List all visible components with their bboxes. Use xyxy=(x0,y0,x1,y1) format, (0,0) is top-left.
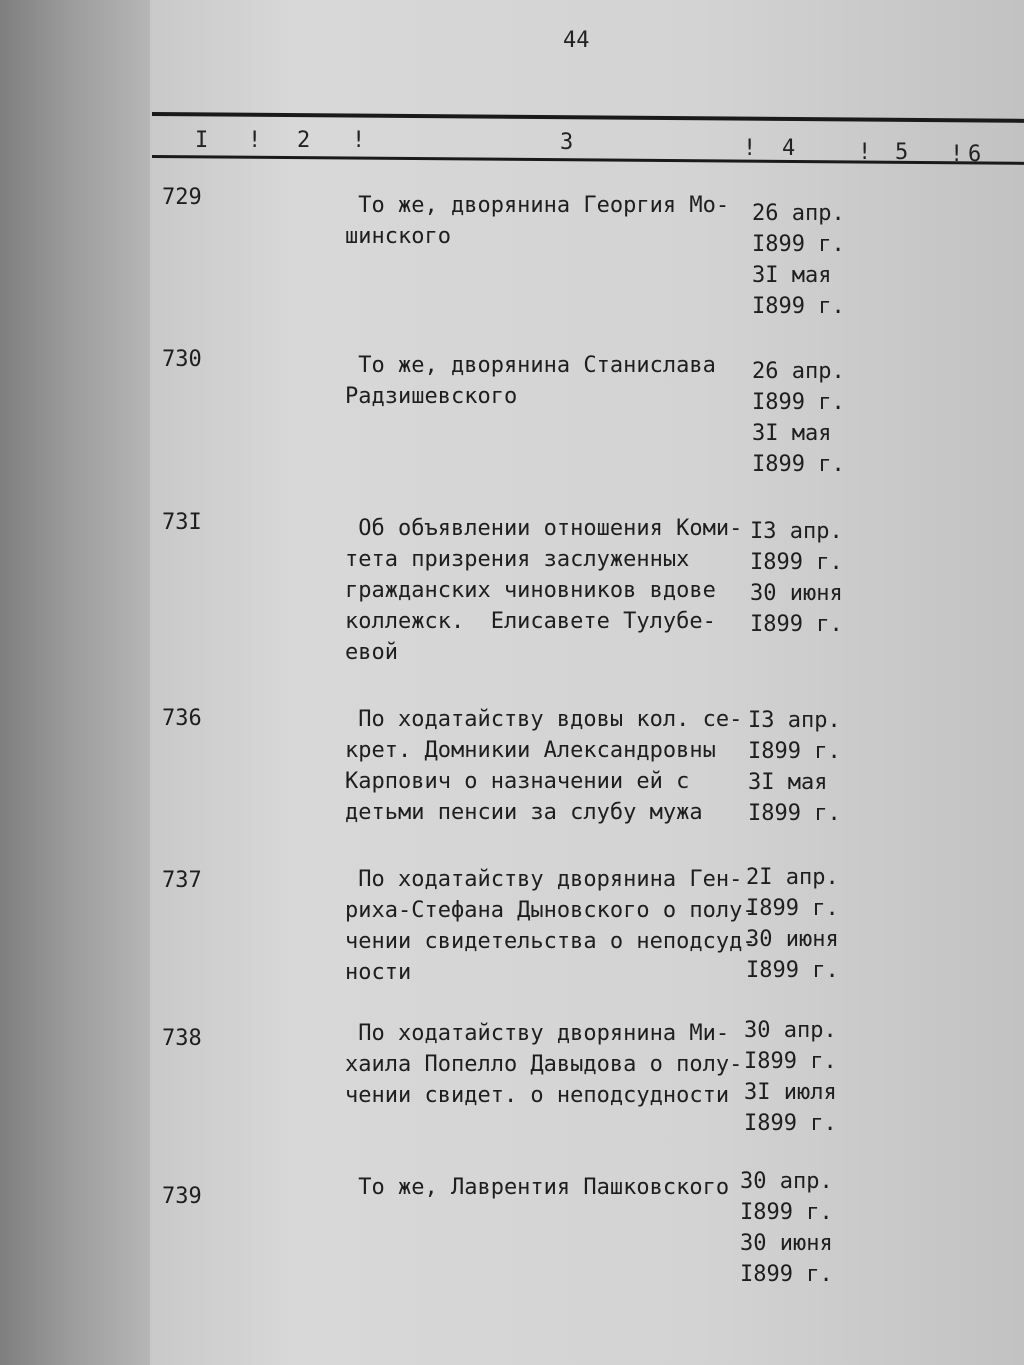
date-line: I3 апр. xyxy=(750,519,843,544)
date-line: 26 апр. xyxy=(752,359,845,384)
description-line: тета призрения заслуженных xyxy=(345,547,690,572)
description-line: детьми пенсии за слубу мужа xyxy=(345,800,703,825)
description-line: То же, Лаврентия Пашковского xyxy=(345,1175,730,1200)
description-line: То же, дворянина Георгия Мо- xyxy=(345,193,730,218)
description-line: шинского xyxy=(345,224,451,249)
date-line: I899 г. xyxy=(744,1049,837,1074)
date-line: 30 апр. xyxy=(740,1169,833,1194)
header-col-3: 3 xyxy=(560,130,574,155)
description-line: Радзишевского xyxy=(345,384,518,409)
date-line: 3I мая xyxy=(752,421,832,446)
row-dates xyxy=(748,705,841,829)
row-number: 739 xyxy=(162,1184,202,1209)
date-line: I899 г. xyxy=(750,612,843,637)
description-line: По ходатайству вдовы кол. се- xyxy=(345,707,743,732)
date-line: I899 г. xyxy=(750,550,843,575)
row-dates xyxy=(744,1015,837,1139)
row-number: 738 xyxy=(162,1026,202,1051)
description-line: По ходатайству дворянина Ген- xyxy=(345,867,743,892)
header-col-1: I xyxy=(195,128,209,153)
date-line: I899 г. xyxy=(752,294,845,319)
description-line: ности xyxy=(345,960,412,985)
date-line: I899 г. xyxy=(748,801,841,826)
description-line: То же, дворянина Станислава xyxy=(345,353,716,378)
date-line: 26 апр. xyxy=(752,201,845,226)
row-dates xyxy=(752,356,845,480)
row-description xyxy=(345,1018,745,1111)
row-description xyxy=(345,350,745,412)
row-number: 729 xyxy=(162,185,202,210)
date-line: 2I апр. xyxy=(746,865,839,890)
date-line: I899 г. xyxy=(748,739,841,764)
date-line: 30 июня xyxy=(740,1231,833,1256)
header-col-4: 4 xyxy=(782,136,796,161)
date-line: 30 июня xyxy=(750,581,843,606)
date-line: 30 апр. xyxy=(744,1018,837,1043)
row-dates xyxy=(740,1166,833,1290)
header-sep-4: ! xyxy=(858,140,872,165)
description-line: евой xyxy=(345,640,398,665)
row-description xyxy=(345,190,745,252)
description-line: По ходатайству дворянина Ми- xyxy=(345,1021,730,1046)
row-number: 736 xyxy=(162,706,202,731)
date-line: 3I июля xyxy=(744,1080,837,1105)
description-line: хаила Попелло Давыдова о полу- xyxy=(345,1052,743,1077)
header-sep-3: ! xyxy=(743,136,757,161)
date-line: I899 г. xyxy=(752,390,845,415)
description-line: гражданских чиновников вдове xyxy=(345,578,716,603)
row-description xyxy=(345,513,745,668)
header-top-rule xyxy=(152,112,1024,123)
header-col-2: 2 xyxy=(297,128,311,153)
date-line: I899 г. xyxy=(740,1200,833,1225)
header-col-6: 6 xyxy=(968,142,982,167)
book-gutter xyxy=(0,0,150,1365)
header-sep-2: ! xyxy=(352,128,366,153)
header-col-5: 5 xyxy=(895,140,909,165)
header-sep-1: ! xyxy=(248,128,262,153)
date-line: I899 г. xyxy=(746,958,839,983)
date-line: I3 апр. xyxy=(748,708,841,733)
description-line: чении свидетельства о неподсуд- xyxy=(345,929,756,954)
date-line: I899 г. xyxy=(752,232,845,257)
date-line: I899 г. xyxy=(744,1111,837,1136)
date-line: I899 г. xyxy=(740,1262,833,1287)
row-dates xyxy=(750,516,843,640)
header-sep-5: ! xyxy=(950,142,964,167)
date-line: 30 июня xyxy=(746,927,839,952)
date-line: I899 г. xyxy=(752,452,845,477)
date-line: 3I мая xyxy=(752,263,832,288)
description-line: Об объявлении отношения Коми- xyxy=(345,516,743,541)
row-description xyxy=(345,864,756,988)
row-number: 737 xyxy=(162,868,202,893)
row-dates xyxy=(746,862,839,986)
description-line: чении свидет. о неподсудности xyxy=(345,1083,730,1108)
description-line: коллежск. Елисавете Тулубе- xyxy=(345,609,716,634)
row-description xyxy=(345,704,745,828)
description-line: крет. Домникии Александровны xyxy=(345,738,716,763)
description-line: риха-Стефана Дыновского о полу- xyxy=(345,898,756,923)
row-number: 730 xyxy=(162,347,202,372)
row-description xyxy=(345,1172,745,1203)
description-line: Карпович о назначении ей с xyxy=(345,769,690,794)
page-number: 44 xyxy=(563,28,590,53)
date-line: I899 г. xyxy=(746,896,839,921)
date-line: 3I мая xyxy=(748,770,828,795)
header-bottom-rule xyxy=(152,155,1024,165)
row-number: 73I xyxy=(162,510,202,535)
row-dates xyxy=(752,198,845,322)
